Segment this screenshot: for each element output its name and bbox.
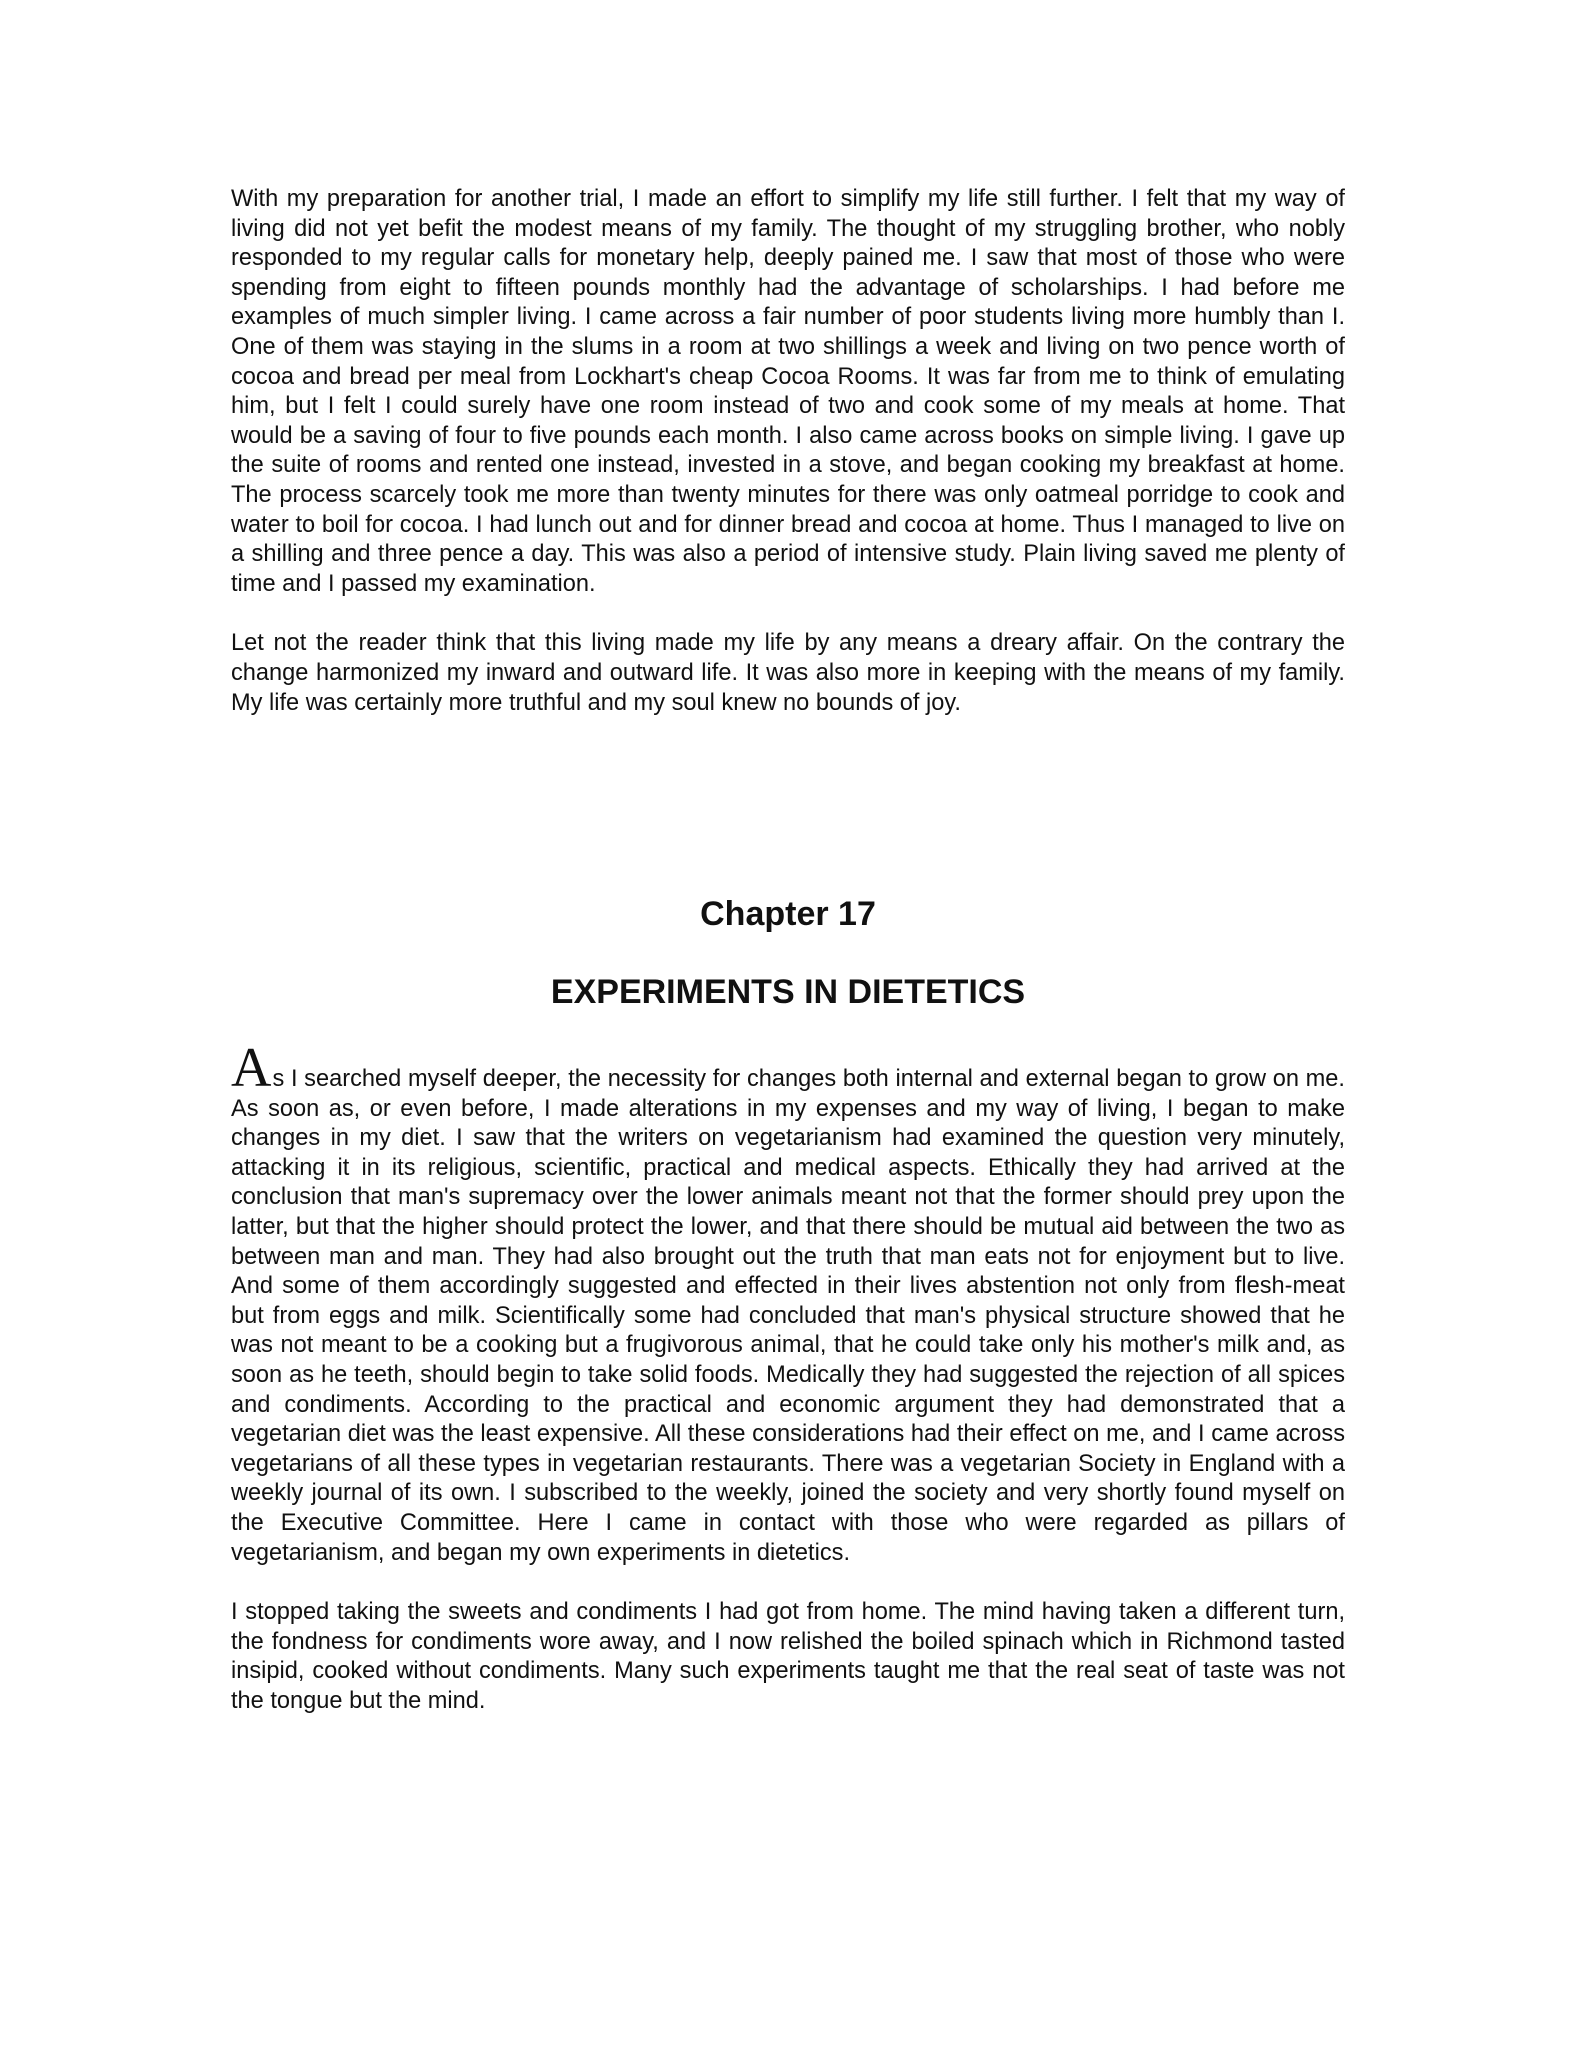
chapter-title: EXPERIMENTS IN DIETETICS: [550, 973, 1026, 1011]
drop-cap-letter: A: [231, 1037, 272, 1099]
body-paragraph: Let not the reader think that this living made my life by any means a dreary affair. On the contrary the change harmonized my inward and outward life. It was also more in keeping with the means of my family. My life was certainly more truthful and my soul knew no bounds of joy.: [231, 630, 1345, 716]
body-paragraph: I stopped taking the sweets and condiments I had got from home. The mind having taken a different turn, the fondness for condiments wore away, and I now relished the boiled spinach which in Richmond tasted insipid, cooked without condiments. Many such experiments taught me that the real seat of taste was not the tongue but the mind.: [231, 1599, 1345, 1714]
body-paragraph: With my preparation for another trial, I made an effort to simplify my life still further. I felt that my way of living did not yet befit the modest means of my family. The thought of my struggling brother, who nobly responded to my regular calls for monetary help, deeply pained me. I saw that most of those who were spending from eight to fifteen pounds monthly had the advantage of scholarships. I had before me examples of much simpler living. I came across a fair number of poor students living more humbly than I. One of them was staying in the slums in a room at two shillings a week and living on two pence worth of cocoa and bread per meal from Lockhart's cheap Cocoa Rooms. It was far from me to think of emulating him, but I felt I could surely have one room instead of two and cook some of my meals at home. That would be a saving of four to five pounds each month. I also came across books on simple living. I gave up the suite of rooms and rented one instead, invested in a stove, and began cooking my breakfast at home. The process scarcely took me more than twenty minutes for there was only oatmeal porridge to cook and water to boil for cocoa. I had lunch out and for dinner bread and cocoa at home. Thus I managed to live on a shilling and three pence a day. This was also a period of intensive study. Plain living saved me plenty of time and I passed my examination.: [231, 186, 1345, 597]
previous-chapter-section: [231, 185, 1345, 718]
opening-paragraph-text: s I searched myself deeper, the necessity for changes both internal and external began to grow on me. As soon as, or even before, I made alterations in my expenses and my way of living, I began to make changes in my diet. I saw that the writers on vegetarianism had examined the question very minutely, attacking it in its religious, scientific, practical and medical aspects. Ethically they had arrived at the conclusion that man's supremacy over the lower animals meant not that the former should prey upon the latter, but that the higher should protect the lower, and that there should be mutual aid between the two as between man and man. They had also brought out the truth that man eats not for enjoyment but to live. And some of them accordingly suggested and effected in their lives abstention not only from flesh-meat but from eggs and milk. Scientifically some had concluded that man's physical structure showed that he was not meant to be a cooking but a frugivorous animal, that he could take only his mother's milk and, as soon as he teeth, should begin to take solid foods. Medically they had suggested the rejection of all spices and condiments. According to the practical and economic argument they had demonstrated that a vegetarian diet was the least expensive. All these considerations had their effect on me, and I came across vegetarians of all these types in vegetarian restaurants. There was a vegetarian Society in England with a weekly journal of its own. I subscribed to the weekly, joined the society and very shortly found myself on the Executive Committee. Here I came in contact with those who were regarded as pillars of vegetarianism, and began my own experiments in dietetics.: [231, 1066, 1345, 1566]
body-paragraph: [231, 1037, 1345, 1568]
chapter-body: [231, 1037, 1345, 1716]
chapter-number: Chapter 17: [700, 895, 876, 933]
